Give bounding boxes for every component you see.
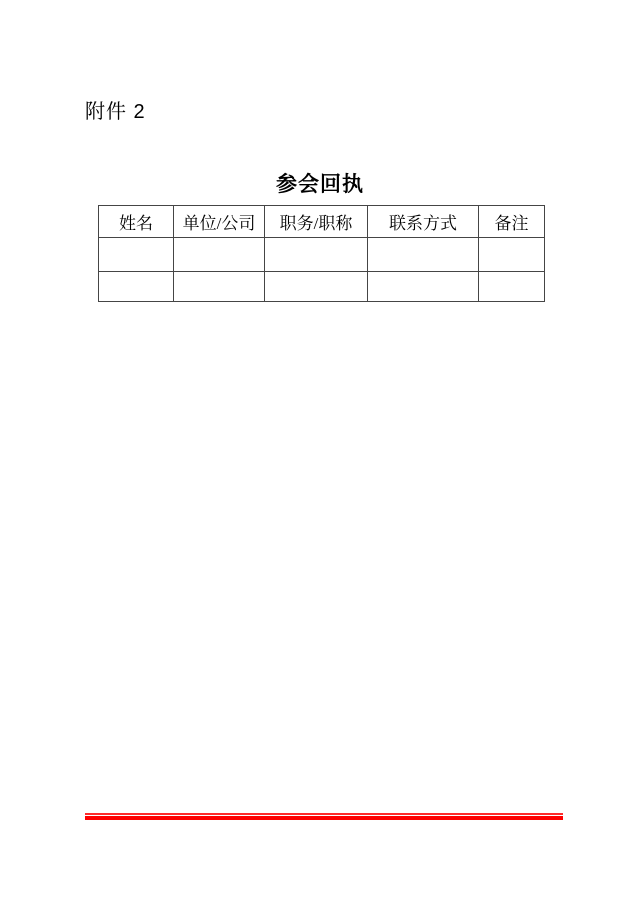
- attachment-label: 附件 2: [85, 101, 146, 123]
- table-row: [99, 238, 545, 272]
- table-header-name: 姓名: [99, 206, 174, 238]
- table-cell-name[interactable]: [99, 272, 174, 302]
- document-title: 参会回执: [276, 173, 364, 196]
- table-cell-remarks[interactable]: [479, 272, 545, 302]
- table-cell-position[interactable]: [265, 272, 368, 302]
- table-cell-contact[interactable]: [368, 272, 479, 302]
- table-cell-remarks[interactable]: [479, 238, 545, 272]
- table-header-remarks: 备注: [479, 206, 545, 238]
- footer-divider-line: [85, 813, 563, 820]
- table-header-contact: 联系方式: [368, 206, 479, 238]
- table-header-company: 单位/公司: [174, 206, 265, 238]
- table-row: [99, 272, 545, 302]
- table-header-row: [99, 206, 545, 238]
- table-cell-company[interactable]: [174, 272, 265, 302]
- divider-thick-line: [85, 816, 563, 820]
- table-cell-name[interactable]: [99, 238, 174, 272]
- table-cell-contact[interactable]: [368, 238, 479, 272]
- table-cell-company[interactable]: [174, 238, 265, 272]
- table-cell-position[interactable]: [265, 238, 368, 272]
- attendance-reply-table: [98, 205, 545, 302]
- table-header-position: 职务/职称: [265, 206, 368, 238]
